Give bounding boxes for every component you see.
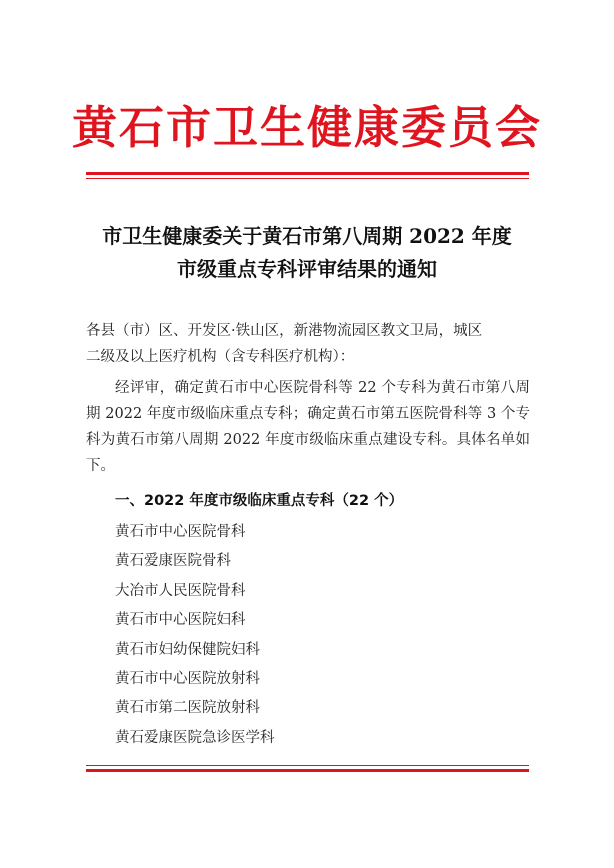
list-item: 黄石市妇幼保健院妇科 (115, 641, 260, 658)
header-rule-thin (86, 178, 529, 179)
section-heading: 一、2022 年度市级临床重点专科（22 个） (115, 493, 404, 509)
org-header-title: 黄石市卫生健康委员会 (71, 101, 542, 154)
footer-rule-thick (86, 769, 529, 772)
header-rule-thick (86, 172, 529, 175)
doc-title-line2: 市级重点专科评审结果的通知 (177, 257, 437, 281)
recipients-line1: 各县（市）区、开发区·铁山区，新港物流园区教文卫局，城区 (86, 323, 483, 339)
list-item: 黄石市中心医院放射科 (115, 670, 260, 687)
specialty-list (115, 518, 275, 753)
doc-title-line1: 市卫生健康委关于黄石市第八周期 2022 年度 (102, 224, 512, 248)
list-item: 黄石市中心医院骨科 (115, 524, 246, 540)
list-item: 黄石爱康医院骨科 (115, 553, 231, 570)
body-paragraph: 经评审，确定黄石市中心医院骨科等 22 个专科为黄石市第八周期 2022 年度市级临床重点专科；确定黄石市第五医院骨科等 3 个专科为黄石市第八周期 2022 年度市级临床重点建设专科。具体名单如下。 (86, 380, 530, 474)
footer-rule-thin (86, 765, 529, 766)
list-item: 大冶市人民医院骨科 (115, 582, 246, 599)
list-item: 黄石市中心医院妇科 (115, 612, 246, 629)
list-item: 黄石爱康医院急诊医学科 (115, 729, 275, 746)
recipients-line2: 二级及以上医疗机构（含专科医疗机构）： (86, 349, 355, 365)
list-item: 黄石市第二医院放射科 (115, 700, 260, 717)
